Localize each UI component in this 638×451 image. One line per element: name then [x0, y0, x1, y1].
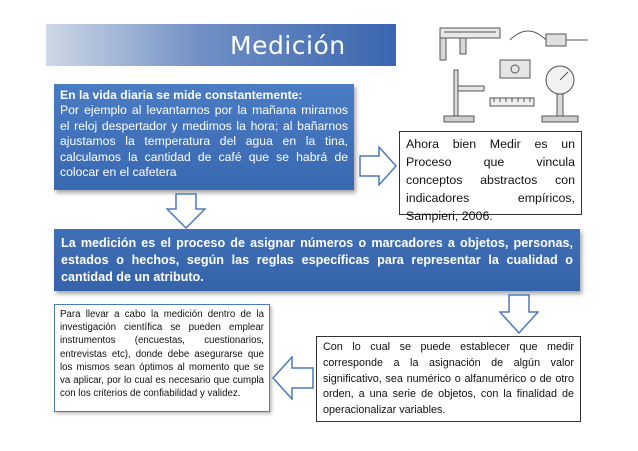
conclusion-box: Con lo cual se puede establecer que medir corresponde a la asignación de algún valor significativo, sea numérico o alfanumérico o de otro orden, a una serie de objetos, con la finalidad de operacionalizar variables.: [316, 336, 581, 422]
slide-title: Medición: [230, 31, 346, 60]
definition-box: La medición es el proceso de asignar números o marcadores a objetos, personas, estados o hechos, según las reglas específicas para representar la cualidad o cantidad de un atributo.: [54, 229, 580, 291]
arrow-down-icon: [166, 193, 206, 229]
arrow-left-icon: [272, 356, 314, 400]
citation-box: Ahora bien Medir es un Proceso que vincula conceptos abstractos con indicadores empíricos, Sampieri, 2006.: [399, 131, 582, 215]
daily-life-text: Por ejemplo al levantarnos por la mañana miramos el reloj despertador y medimos la hora; al bañarnos ajustamos la temperatura del agua en la tina, calculamos la cantidad de café que se habrá de colocar en el cafetera: [60, 103, 348, 180]
measuring-instruments-illustration: [430, 20, 600, 128]
arrow-right-icon: [359, 146, 397, 186]
daily-life-heading: En la vida diaria se mide constantemente:: [60, 88, 303, 102]
daily-life-box: [54, 84, 354, 190]
instruments-box: Para llevar a cabo la medición dentro de la investigación científica se pueden emplear instrumentos (encuestas, cuestionarios, entrevistas etc), donde debe asegurarse que los mismos sean óptimos al momento que se va aplicar, por lo cual es necesario que cumpla con los criterios de confiabilidad y validez.: [54, 304, 270, 412]
arrow-down-icon: [499, 294, 539, 334]
